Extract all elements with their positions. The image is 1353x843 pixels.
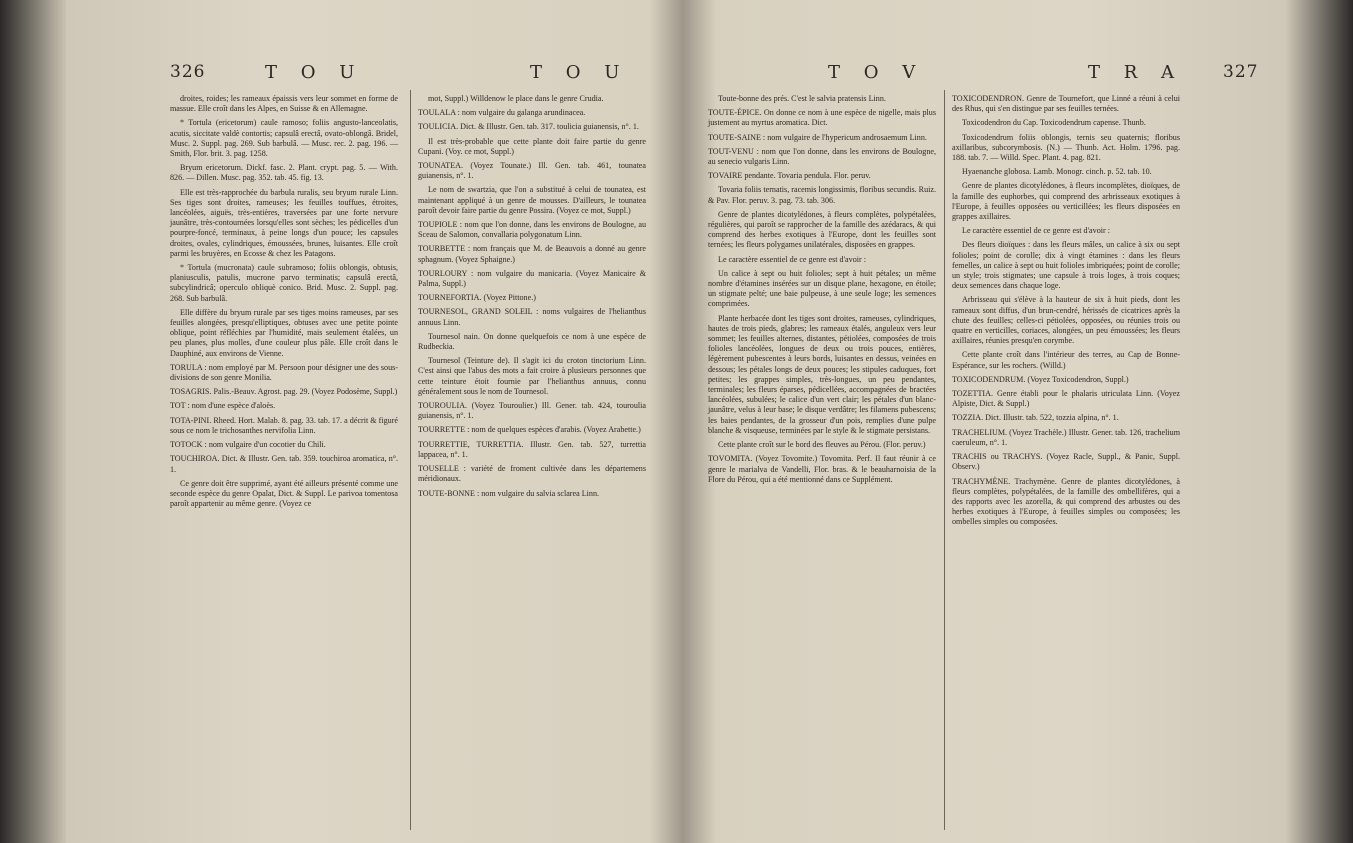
left-page-number: 326 <box>170 62 206 82</box>
paragraph: droites, roides; les rameaux épaissis vers leur sommet en forme de massue. Elle croît dans les Alpes, en Suisse & en Allemagne. <box>170 94 398 114</box>
paragraph: Des fleurs dioïques : dans les fleurs mâles, un calice à six ou sept folioles; point de corolle; dix à vingt étamines : dans les fleurs femelles, un calice à sept ou huit folioles imbriquées; point de corolle; un style; trois stigmates; une capsule à trois loges, à trois coques; deux semences dans chaque loge. <box>952 240 1180 291</box>
paragraph: Tovaria foliis ternatis, racemis longissimis, floribus secundis. Ruiz. & Pav. Flor. peruv. 3. pag. 73. tab. 306. <box>708 185 936 205</box>
right-column-1 <box>708 94 936 489</box>
paragraph: TOURLOURY : nom vulgaire du manicaria. (Voyez Manicaire & Palma, Suppl.) <box>418 268 646 289</box>
paragraph: Elle diffère du bryum rurale par ses tiges moins rameuses, par ses feuilles alongées, presqu'elliptiques, obtuses avec une petite pointe oblique, point réfléchies par l'humidité, mais seulement étalées, un peu planes, plus molles, d'une couleur plus pâle. Elle croît dans le Dauphiné, aux environs de Vienne. <box>170 307 398 358</box>
paragraph: TOURRETTE : nom de quelques espèces d'arabis. (Voyez Arabette.) <box>418 425 641 435</box>
paragraph: TOZETTIA. Genre établi pour le phalaris utriculata Linn. (Voyez Alpiste, Dict. & Suppl.) <box>952 389 1180 409</box>
paragraph: Il est très-probable que cette plante doit faire partie du genre Cupani. (Voy. ce mot, Suppl.) <box>418 136 646 156</box>
paragraph: TOURRETTIE, TURRETTIA. Illustr. Gen. tab. 527, turrettia lappacea, n°. 1. <box>418 439 646 459</box>
paragraph: TOVOMITA. (Voyez Tovomite.) Tovomita. Perf. Il faut réunir à ce genre le marialva de Vandelli, Flor. bras. & le beauharnoisia de la Flore du Pérou, qui a été mentionné dans ce Supplément. <box>708 454 936 484</box>
paragraph: Toute-bonne des prés. C'est le salvia pratensis Linn. <box>718 94 886 103</box>
paragraph: TOTOCK : nom vulgaire d'un cocotier du Chili. <box>170 440 326 450</box>
paragraph: TORULA : nom employé par M. Persoon pour désigner une des sous-divisions de son genre Monilia. <box>170 362 398 383</box>
right-column-2 <box>952 94 1180 532</box>
paragraph: TOT : nom d'une espèce d'aloès. <box>170 401 276 411</box>
paragraph: TOSAGRIS. Palis.-Beauv. Agrost. pag. 29. (Voyez Podosème, Suppl.) <box>170 387 398 397</box>
paragraph: TOURBETTE : nom français que M. de Beauvois a donné au genre sphagnum. (Voyez Sphaigne.) <box>418 244 646 264</box>
paragraph: TOZZIA. Dict. Illustr. tab. 522, tozzia alpina, n°. 1. <box>952 413 1119 423</box>
paragraph: TOUCHIROA. Dict. & Illustr. Gen. tab. 359. touchiroa aromatica, n°. 1. <box>170 454 398 474</box>
left-running-head <box>170 62 675 92</box>
paragraph: TOUT-VENU : nom que l'on donne, dans les environs de Boulogne, au senecio vulgaris Linn. <box>708 146 936 167</box>
paragraph: * Tortula (ericetorum) caule ramoso; foliis angusto-lanceolatis, acutis, siccitate valdè contortis; capsulâ erectâ, ovato-oblongâ. Bridel, Musc. 2. Suppl. pag. 269. Sub barbulâ. — Musc. rec. 2. pag. 196. — Smith, Flor. brit. 3. pag. 1258. <box>170 118 398 159</box>
paragraph: Hyaenanche globosa. Lamb. Monogr. cinch. p. 52. tab. 10. <box>962 167 1152 177</box>
paragraph: Bryum ericetorum. Dickf. fasc. 2. Plant. crypt. pag. 5. — With. 826. — Dillen. Musc. pag. 352. tab. 45. fig. 13. <box>170 163 398 183</box>
paragraph: TOUPIOLE : nom que l'on donne, dans les environs de Boulogne, au Sceau de Salomon, convallaria polygonatum Linn. <box>418 220 646 240</box>
paragraph: Tournesol (Teinture de). Il s'agit ici du croton tinctorium Linn. C'est ainsi que l'abus des mots a fait croire à plusieurs personnes que cette teinture étoit fournie par l'helianthus annuus, connu généralement sous le nom de Tournesol. <box>418 356 646 396</box>
paragraph: Un calice à sept ou huit folioles; sept à huit pétales; un même nombre d'étamines insérées sur un disque plane, hexagone, en étoile; un stigmate pelté; une baie pulpeuse, à une seule loge; les semences comprimées. <box>708 268 936 309</box>
paragraph: TOULICIA. Dict. & Illustr. Gen. tab. 317. toulicia guianensis, n°. 1. <box>418 122 639 132</box>
paragraph: Elle est très-rapprochée du barbula ruralis, seu bryum rurale Linn. Ses tiges sont droites, rameuses; les feuilles touffues, étroites, lancéolées, aiguës, très-entières, traversées par une forte nervure jaunâtre, très-contournées lorsqu'elles sont sèches; les pédicelles d'un pourpre-foncé, terminaux, à peine longs d'un pouce; les capsules droites, ovales, cylindriques, émoussées, brunes, luisantes. Elle croît parmi les bruyères, en Ecosse & chez les Patagons. <box>170 187 398 258</box>
paragraph: TOULALA : nom vulgaire du galanga arundinacea. <box>418 108 586 118</box>
paragraph: TOXICODENDRUM. (Voyez Toxicodendron, Suppl.) <box>952 374 1129 384</box>
paragraph: Ce genre doit être supprimé, ayant été ailleurs présenté comme une seconde espèce du genre Opalat, Dict. & Suppl. Le parivoa tomentosa paroît appartenir au même genre. (Voyez ce <box>170 478 398 509</box>
paragraph: TOUTE-ÉPICE. On donne ce nom à une espèce de nigelle, mais plus justement au myrtus aromatica. Dict. <box>708 108 936 128</box>
paragraph: TOURNEFORTIA. (Voyez Pittone.) <box>418 293 536 303</box>
paragraph: Toxicodendron du Cap. Toxicodendrum capense. Thunb. <box>962 118 1146 128</box>
paragraph: Genre de plantes dicotylédones, à fleurs complètes, polypétalées, régulières, qui paroît se rapprocher de la famille des azédaracs, & qui comprend des herbes exotiques à l'Europe, dont les feuilles sont ternées; les fleurs polygames unilatérales, disposées en grappes. <box>708 209 936 250</box>
left-running-head-left: T O U <box>265 62 364 83</box>
paragraph: Tournesol nain. On donne quelquefois ce nom à une espèce de Rudbeckia. <box>418 331 646 352</box>
paragraph: Le nom de swartzia, que l'on a substitué à celui de tounatea, est maintenant appliqué à un genre de mousses. D'ailleurs, le tounatea paroît devoir faire partie du genre Possira. (Voyez ce mot, Suppl.) <box>418 185 646 215</box>
paragraph: Plante herbacée dont les tiges sont droites, rameuses, cylindriques, hautes de trois pieds, glabres; les rameaux étalés, anguleux vers leur sommet; les feuilles alternes, distantes, pétiolées, composées de trois folioles lancéolées, longues de deux ou trois pouces, entières, légèrement pubescentes à leurs bords, luisantes en dessus, veinées en dessous; les pétales longs de deux pouces; les stipules caduques, fort petites; les grappes simples, très-longues, un peu pendantes, terminales; les fleurs éparses, pédicellées, accompagnées de bractées lancéolées, subulées; le calice d'un vert clair; les pétales d'un blanc-jaunâtre, velus à leur base; le disque verdâtre; les filamens pubescens; les baies pendantes, de la grosseur d'un pois, remplies d'une pulpe blanche & visqueuse, terminées par le style & le stigmate persistans. <box>708 313 936 435</box>
paragraph: TOTA-PINI. Rheed. Hort. Malab. 8. pag. 33. tab. 17. a décrit & figuré sous ce nom le trichosanthes nervifolia Linn. <box>170 415 398 435</box>
paragraph: Cette plante croît dans l'intérieur des terres, au Cap de Bonne-Espérance, sur les rochers. (Willd.) <box>952 350 1180 370</box>
left-column-1 <box>170 94 398 513</box>
paragraph: TRACHYMÈNE. Trachymène. Genre de plantes dicotylédones, à fleurs complètes, polypétalées, de la famille des ombellifères, qui a des rapports avec les azorella, & qui comprend des arbustes ou des herbes exotiques à l'Europe, à feuilles simples ou composées; les ombelles simples ou composées. <box>952 476 1180 527</box>
column-divider <box>944 90 945 830</box>
paragraph: TOURNESOL, GRAND SOLEIL : noms vulgaires de l'helianthus annuus Linn. <box>418 307 646 327</box>
paragraph: Le caractère essentiel de ce genre est d'avoir : <box>718 254 866 264</box>
paragraph: TOUSELLE : variété de froment cultivée dans les départemens méridionaux. <box>418 464 646 484</box>
paragraph: Toxicodendrum foliis oblongis, ternis seu quaternis; floribus axillaribus, subcorymbosis. (N.) — Thunb. Act. Holm. 1796. pag. 188. tab. 7. — Willd. Spec. Plant. 4. pag. 821. <box>952 132 1180 163</box>
right-page <box>688 0 1259 843</box>
paragraph: Genre de plantes dicotylédones, à fleurs incomplètes, dioïques, de la famille des euphorbes, qui comprend des arbrisseaux exotiques à l'Europe, à feuilles opposées ou verticillées; les fleurs disposées en grappes axillaires. <box>952 181 1180 222</box>
left-page <box>120 0 675 843</box>
right-running-head-left: T O V <box>828 62 925 83</box>
right-running-head-right: T R A <box>1088 62 1184 83</box>
right-page-number: 327 <box>1223 62 1259 82</box>
paragraph: TOUNATEA. (Voyez Tounate.) Ill. Gen. tab. 461, tounatea guianensis, n°. 1. <box>418 161 646 181</box>
paragraph: TOUROULIA. (Voyez Touroulier.) Ill. Gener. tab. 424, touroulia guianensis, n°. 1. <box>418 401 646 421</box>
paragraph: TOVAIRE pendante. Tovaria pendula. Flor. peruv. <box>708 171 871 181</box>
paragraph: TOUTE-SAINE : nom vulgaire de l'hypericum androsaemum Linn. <box>708 132 927 142</box>
paragraph: Le caractère essentiel de ce genre est d'avoir : <box>962 226 1110 236</box>
paragraph: * Tortula (mucronata) caule subramoso; foliis oblongis, obtusis, planiusculis, patulis, mucrone parvo terminatis; capsulâ erectâ, subcylindricâ; operculo obliquè conico. Brid. Musc. 2. Suppl. pag. 268. Sub barbulâ. <box>170 263 398 303</box>
left-running-head-right: T O U <box>530 62 629 83</box>
paragraph: TRACHIS ou TRACHYS. (Voyez Racle, Suppl., & Panic, Suppl. Observ.) <box>952 452 1180 472</box>
paragraph: TOUTE-BONNE : nom vulgaire du salvia sclarea Linn. <box>418 488 600 498</box>
paragraph: mot, Suppl.) Willdenow le place dans le genre Crudia. <box>428 94 604 103</box>
right-running-head <box>738 62 1259 92</box>
left-column-2 <box>418 94 646 503</box>
column-divider <box>410 90 411 830</box>
paragraph: TRACHELIUM. (Voyez Trachèle.) Illustr. Gener. tab. 126, trachelium caeruleum, n°. 1. <box>952 427 1180 447</box>
paragraph: Cette plante croît sur le bord des fleuves au Pérou. (Flor. peruv.) <box>718 440 926 450</box>
paragraph: TOXICODENDRON. Genre de Tournefort, que Linné a réuni à celui des Rhus, qui s'en distingue par ses feuilles ternées. <box>952 94 1180 114</box>
paragraph: Arbrisseau qui s'élève à la hauteur de six à huit pieds, dont les rameaux sont diffus, d'un brun-cendré, hérissés de cicatrices après la chute des feuilles; celles-ci pétiolées, opposées, ou réunies trois ou quatre en verticilles, coriaces, alongées, un peu émoussées; les fleurs axillaires, réunies presqu'en corymbe. <box>952 295 1180 346</box>
